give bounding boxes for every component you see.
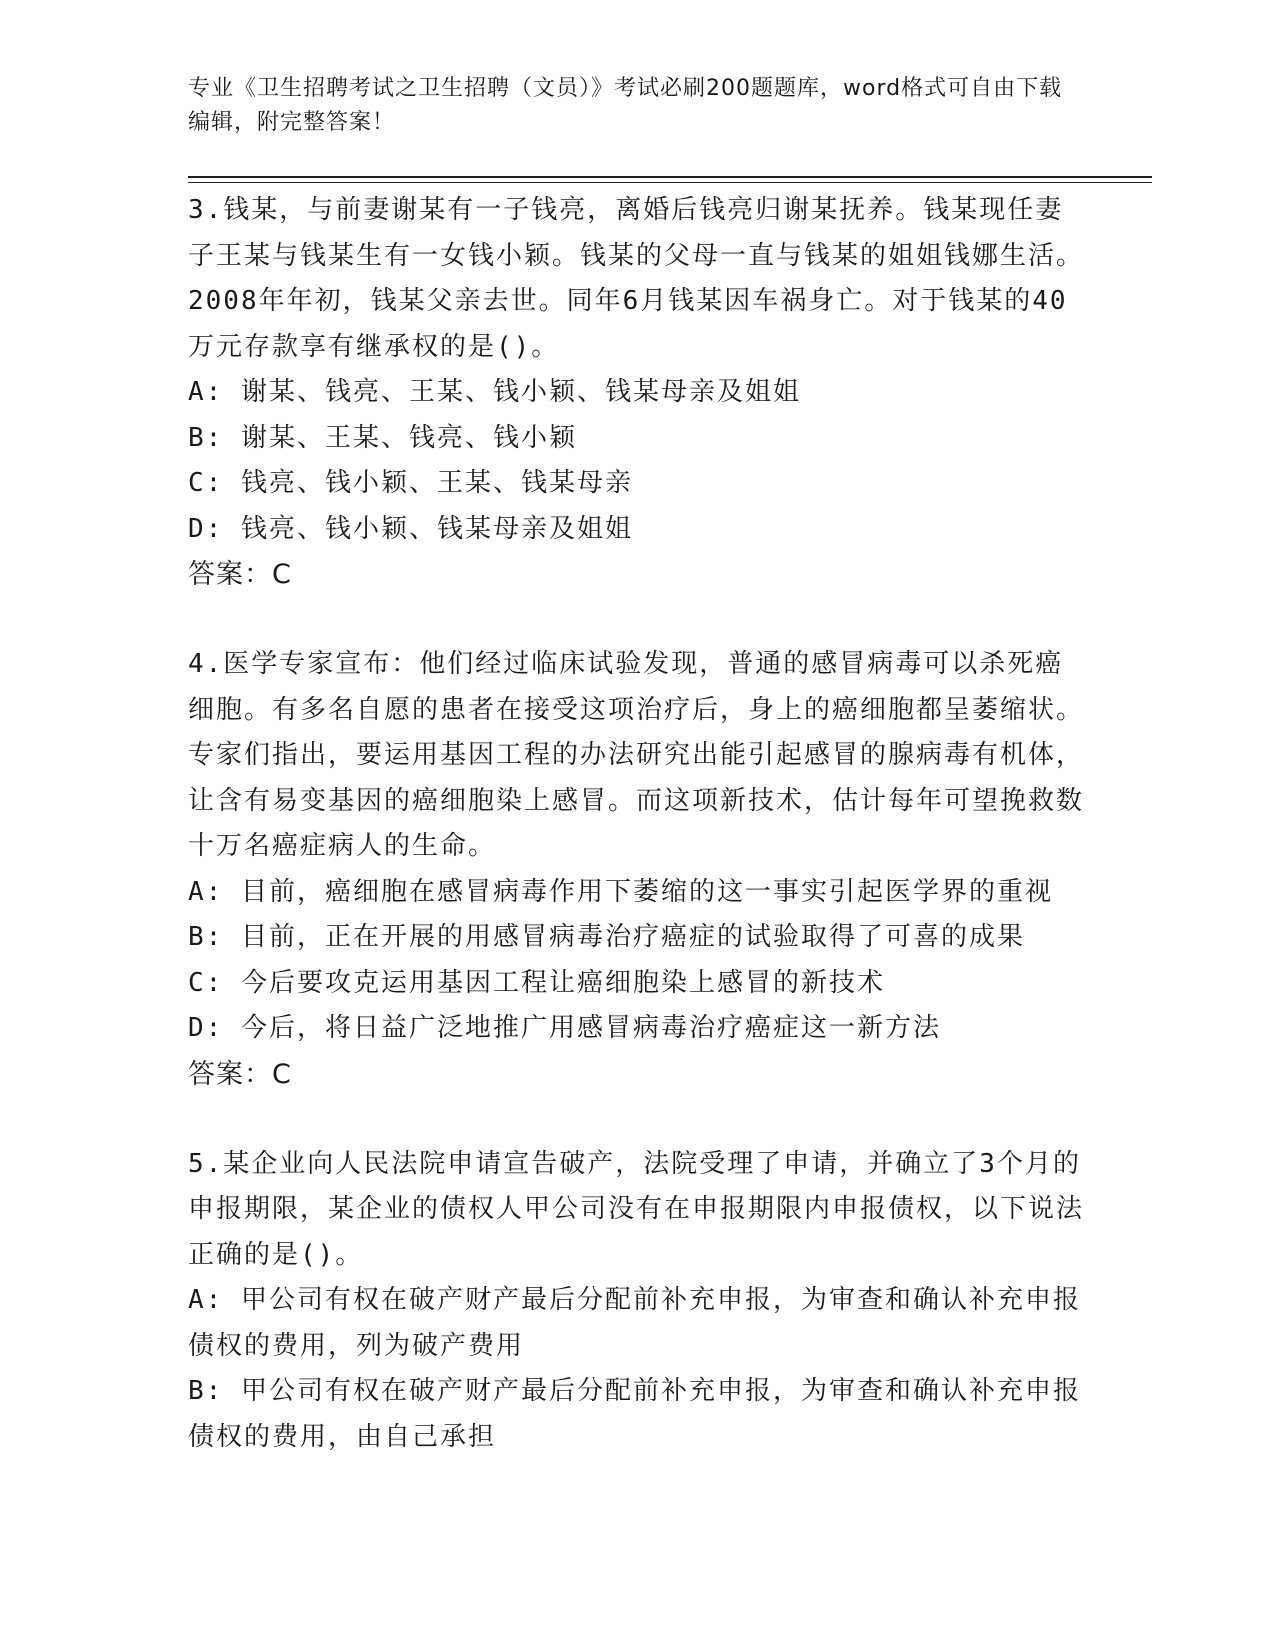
option-b: B: 谢某、王某、钱亮、钱小颖 [188, 422, 577, 453]
option-c: C: 今后要攻克运用基因工程让癌细胞染上感冒的新技术 [188, 967, 885, 998]
header-rule-thin [188, 182, 1152, 183]
question-text: 4.医学专家宣布：他们经过临床试验发现，普通的感冒病毒可以杀死癌细胞。有多名自愿的患者在接受这项治疗后，身上的癌细胞都呈萎缩状。专家们指出，要运用基因工程的办法研究出能引起感冒的腺病毒有机体，让含有易变基因的癌细胞染上感冒。而这项新技术，估计每年可望挽救数十万名癌症病人的生命。 [188, 649, 1085, 861]
question-list [188, 188, 1088, 1504]
option-b: B: 甲公司有权在破产财产最后分配前补充申报，为审查和确认补充申报债权的费用，由自己承担 [188, 1376, 1081, 1452]
option-b: B: 目前，正在开展的用感冒病毒治疗癌症的试验取得了可喜的成果 [188, 922, 1025, 952]
question-text: 3.钱某，与前妻谢某有一子钱亮，离婚后钱亮归谢某抚养。钱某现任妻子王某与钱某生有一女钱小颖。钱某的父母一直与钱某的姐姐钱娜生活。2008年年初，钱某父亲去世。同年6月钱某因车祸身亡。对于钱某的40万元存款享有继承权的是()。 [188, 195, 1085, 362]
option-a: A: 甲公司有权在破产财产最后分配前补充申报，为审查和确认补充申报债权的费用，列为破产费用 [188, 1285, 1081, 1361]
question-5 [188, 1142, 1088, 1461]
answer-line: 答案：C [188, 559, 292, 590]
answer-line: 答案：C [188, 1058, 292, 1090]
question-text: 5.某企业向人民法院申请宣告破产，法院受理了申请，并确立了3个月的申报期限，某企业的债权人甲公司没有在申报期限内申报债权，以下说法正确的是()。 [188, 1148, 1085, 1270]
option-d: D: 钱亮、钱小颖、钱某母亲及姐姐 [188, 513, 633, 544]
option-a: A: 谢某、钱亮、王某、钱小颖、钱某母亲及姐姐 [188, 377, 801, 407]
question-3 [188, 188, 1088, 598]
option-c: C: 钱亮、钱小颖、王某、钱某母亲 [188, 468, 633, 498]
option-d: D: 今后，将日益广泛地推广用感冒病毒治疗癌症这一新方法 [188, 1013, 941, 1043]
question-4 [188, 642, 1088, 1098]
header-rule-thick [188, 176, 1152, 178]
document-header: 专业《卫生招聘考试之卫生招聘（文员）》考试必刷200题题库，word格式可自由下载编辑，附完整答案！ [188, 76, 1063, 135]
option-a: A: 目前，癌细胞在感冒病毒作用下萎缩的这一事实引起医学界的重视 [188, 876, 1053, 907]
